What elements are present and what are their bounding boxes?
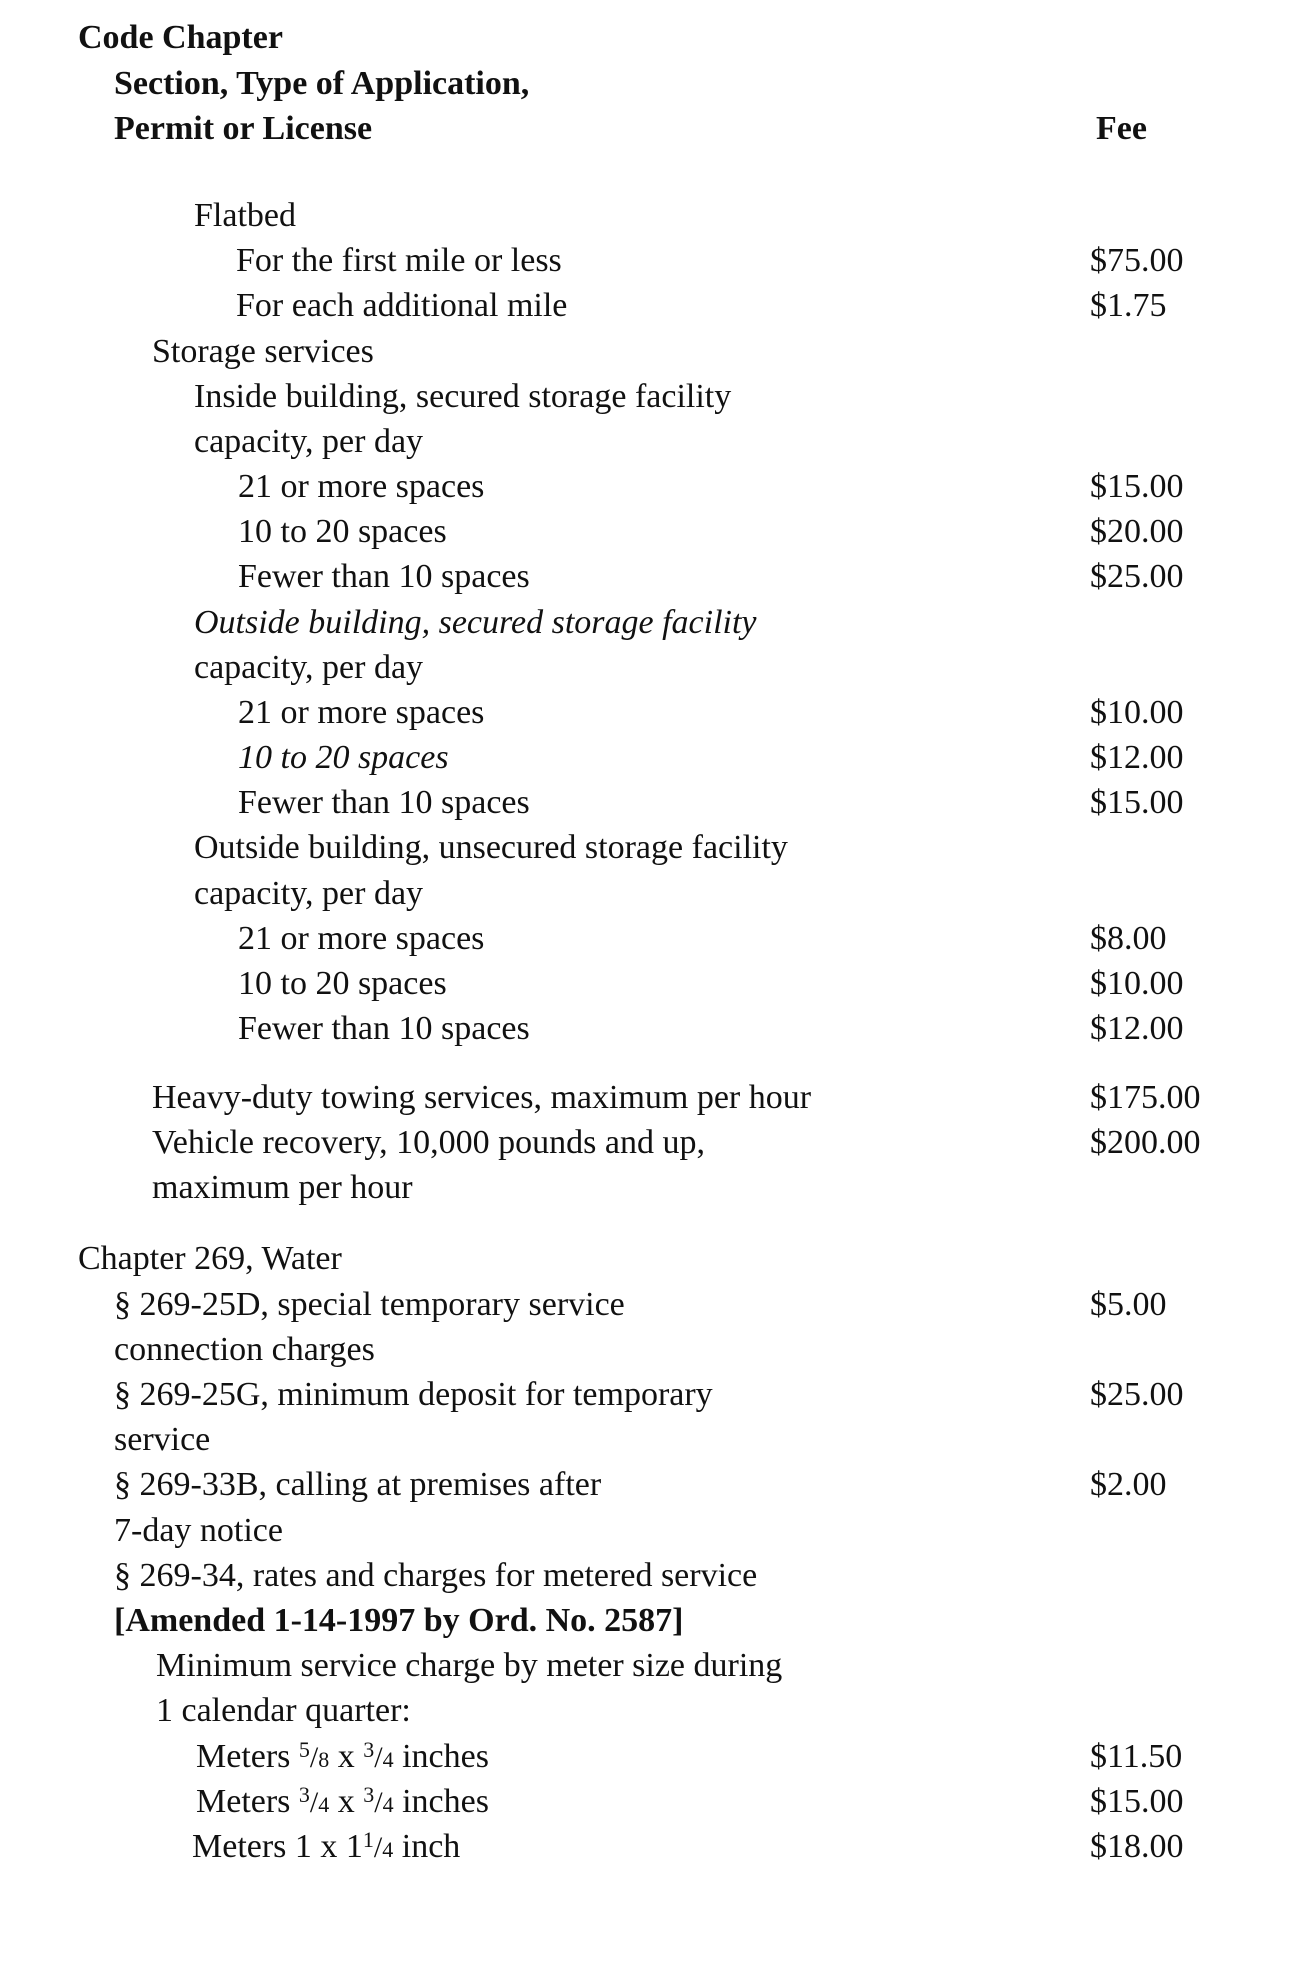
fraction-denominator: 4	[382, 1747, 394, 1772]
fee-amount: $18.00	[1090, 1828, 1184, 1865]
fee-label: Fewer than 10 spaces	[238, 784, 530, 821]
outside-secured-line1-row	[0, 601, 1312, 645]
fee-label: § 269-25D, special temporary service	[114, 1286, 625, 1323]
s25g-line2-row	[0, 1418, 1312, 1462]
outside-secured-tier3-row	[0, 781, 1312, 825]
water-chapter-row	[0, 1237, 1312, 1281]
fee-amount: $12.00	[1090, 1010, 1184, 1047]
fee-label: 10 to 20 spaces	[238, 739, 449, 776]
outside-secured-tier2-row	[0, 736, 1312, 780]
meter-times: x	[337, 1783, 355, 1820]
s25g-row	[0, 1373, 1312, 1417]
meter-unit: inches	[402, 1783, 489, 1820]
inside-secured-line1: Inside building, secured storage facility	[194, 378, 732, 415]
storage-title: Storage services	[152, 333, 374, 370]
vehicle-recovery-line2-row	[0, 1166, 1312, 1210]
fee-amount: $15.00	[1090, 1783, 1184, 1820]
inside-secured-tier1-row	[0, 465, 1312, 509]
meter-row	[0, 1780, 1312, 1824]
fee-amount: $75.00	[1090, 242, 1184, 279]
fee-label-continued: service	[114, 1421, 211, 1458]
meter-prefix: Meters	[196, 1738, 291, 1775]
fee-label: 10 to 20 spaces	[238, 513, 447, 550]
meter-unit: inch	[401, 1828, 461, 1865]
outside-unsecured-line1-row	[0, 826, 1312, 870]
minimum-charge-label-continued: 1 calendar quarter:	[156, 1692, 411, 1729]
storage-title-row	[0, 330, 1312, 374]
fee-amount: $175.00	[1090, 1079, 1201, 1116]
outside-unsecured-tier2-row	[0, 962, 1312, 1006]
fee-label: Fewer than 10 spaces	[238, 1010, 530, 1047]
fee-label: For each additional mile	[236, 287, 568, 324]
heavy-duty-row	[0, 1076, 1312, 1120]
header-line3: Permit or License	[114, 110, 373, 147]
fee-amount: $10.00	[1090, 965, 1184, 1002]
fee-amount: $15.00	[1090, 784, 1184, 821]
fee-label: Fewer than 10 spaces	[238, 558, 530, 595]
vehicle-recovery-row	[0, 1121, 1312, 1165]
inside-secured-line1-row	[0, 375, 1312, 419]
header-section-type	[0, 62, 1312, 106]
outside-secured-tier1-row	[0, 691, 1312, 735]
meter-row	[0, 1825, 1312, 1869]
fraction-numerator: 3	[298, 1782, 310, 1807]
fee-amount: $1.75	[1090, 287, 1167, 324]
meter-row	[0, 1735, 1312, 1779]
fee-label-continued: 7-day notice	[114, 1512, 283, 1549]
s25d-line2-row	[0, 1328, 1312, 1372]
s25d-row	[0, 1283, 1312, 1327]
fraction-numerator: 3	[363, 1737, 375, 1762]
inside-secured-line2-row	[0, 420, 1312, 464]
minimum-line2-row	[0, 1689, 1312, 1733]
fee-label: Heavy-duty towing services, maximum per hour	[152, 1079, 812, 1116]
flatbed-first-mile-row	[0, 239, 1312, 283]
outside-unsecured-line1: Outside building, unsecured storage facility	[194, 829, 788, 866]
fraction-denominator: 4	[382, 1837, 394, 1862]
meter-size-label	[192, 1825, 460, 1870]
fee-label: 21 or more spaces	[238, 920, 485, 957]
fee-amount: $25.00	[1090, 558, 1184, 595]
minimum-charge-label: Minimum service charge by meter size during	[156, 1647, 783, 1684]
fee-label-continued: connection charges	[114, 1331, 375, 1368]
meter-fraction: $^1$/4	[362, 1827, 394, 1864]
fraction-denominator: 4	[382, 1792, 394, 1817]
meter-unit: inches	[402, 1738, 489, 1775]
flatbed-title: Flatbed	[194, 197, 296, 234]
outside-unsecured-tier1-row	[0, 917, 1312, 961]
minimum-line1-row	[0, 1644, 1312, 1688]
meter-dim1: $^3$/4	[298, 1782, 330, 1819]
outside-unsecured-line2-row	[0, 872, 1312, 916]
meter-dim2: $^3$/4	[363, 1782, 394, 1819]
inside-secured-tier2-row	[0, 510, 1312, 554]
fee-amount: $11.50	[1090, 1738, 1183, 1775]
meter-size-label	[196, 1735, 489, 1780]
fraction-numerator: 5	[298, 1737, 310, 1762]
fee-label-continued: maximum per hour	[152, 1169, 413, 1206]
fee-label: Vehicle recovery, 10,000 pounds and up,	[152, 1124, 705, 1161]
flatbed-additional-mile-row	[0, 284, 1312, 328]
fee-amount: $15.00	[1090, 468, 1184, 505]
fee-amount: $2.00	[1090, 1466, 1167, 1503]
fraction-denominator: 8	[318, 1747, 330, 1772]
fee-amount: $12.00	[1090, 739, 1184, 776]
inside-secured-line2: capacity, per day	[194, 423, 424, 460]
s34-row	[0, 1554, 1312, 1598]
header-line2: Section, Type of Application,	[114, 65, 530, 102]
flatbed-title-row	[0, 194, 1312, 238]
outside-unsecured-tier3-row	[0, 1007, 1312, 1051]
fee-label: § 269-33B, calling at premises after	[114, 1466, 602, 1503]
outside-secured-line1: Outside building, secured storage facility	[194, 604, 757, 641]
amendment-note: [Amended 1-14-1997 by Ord. No. 2587]	[114, 1602, 684, 1639]
s33b-line2-row	[0, 1509, 1312, 1553]
fee-label: 21 or more spaces	[238, 694, 485, 731]
fee-amount: $20.00	[1090, 513, 1184, 550]
meter-prefix: Meters 1 x 1	[192, 1828, 363, 1865]
meter-times: x	[337, 1738, 355, 1775]
fee-amount: $25.00	[1090, 1376, 1184, 1413]
fee-amount: $200.00	[1090, 1124, 1201, 1161]
meter-prefix: Meters	[196, 1783, 291, 1820]
meter-dim1: $^5$/8	[298, 1737, 330, 1774]
outside-unsecured-line2: capacity, per day	[194, 875, 424, 912]
header-fee: Fee	[1096, 110, 1147, 147]
fee-label: For the first mile or less	[236, 242, 562, 279]
outside-secured-line2-row	[0, 646, 1312, 690]
fee-label: 10 to 20 spaces	[238, 965, 447, 1002]
fee-label: 21 or more spaces	[238, 468, 485, 505]
s33b-row	[0, 1463, 1312, 1507]
meter-dim2: $^3$/4	[363, 1737, 394, 1774]
fee-amount: $8.00	[1090, 920, 1167, 957]
fraction-numerator: 1	[362, 1827, 374, 1852]
header-line1: Code Chapter	[78, 19, 283, 56]
inside-secured-tier3-row	[0, 555, 1312, 599]
water-chapter-title: Chapter 269, Water	[78, 1240, 342, 1277]
fee-amount: $10.00	[1090, 694, 1184, 731]
fee-label: § 269-25G, minimum deposit for temporary	[114, 1376, 713, 1413]
fraction-numerator: 3	[363, 1782, 375, 1807]
s34-label: § 269-34, rates and charges for metered service	[114, 1557, 758, 1594]
header-permit	[0, 107, 1312, 151]
outside-secured-line2: capacity, per day	[194, 649, 424, 686]
meter-size-label	[196, 1780, 489, 1825]
fee-amount: $5.00	[1090, 1286, 1167, 1323]
header-code-chapter	[0, 16, 1312, 60]
s34-amended-row	[0, 1599, 1312, 1643]
fraction-denominator: 4	[318, 1792, 330, 1817]
